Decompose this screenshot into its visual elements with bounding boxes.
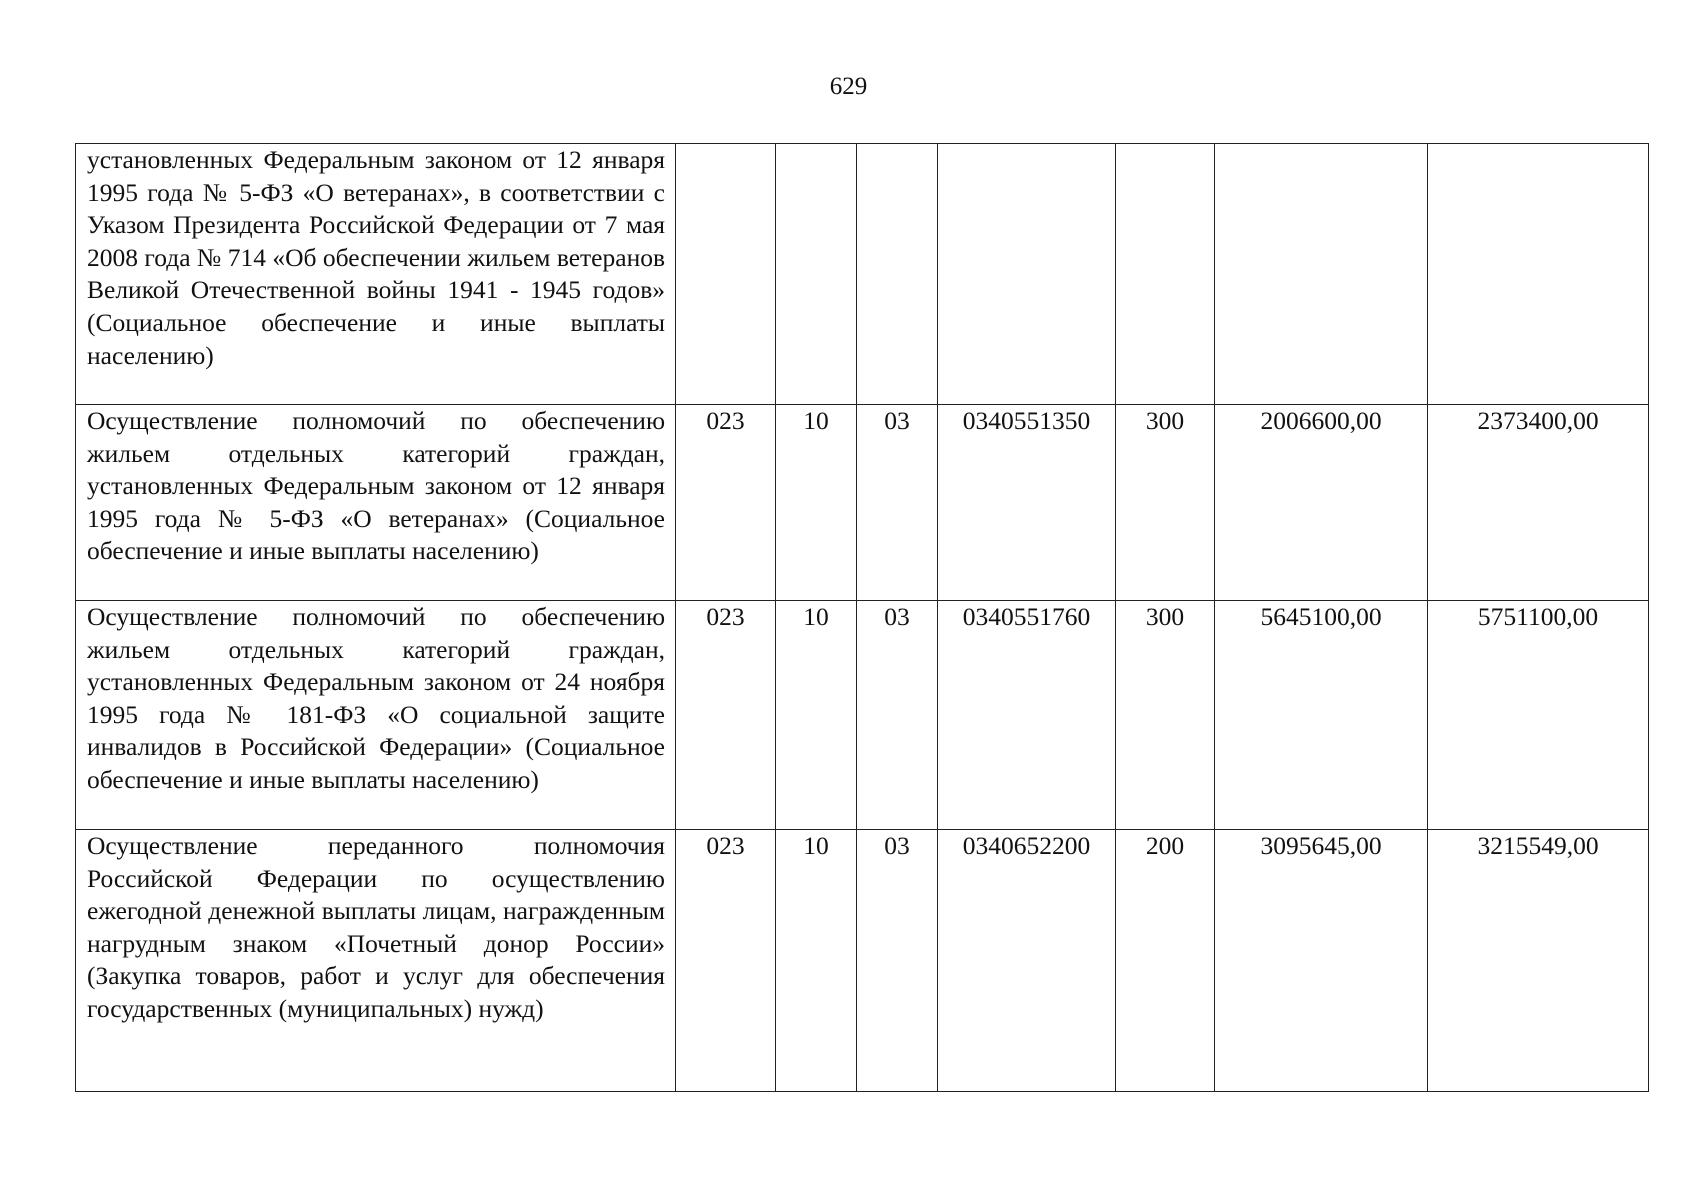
expense-type-code: 300 <box>1116 601 1215 830</box>
row-description: установленных Федеральным законом от 12 января 1995 года № 5-ФЗ «О ветеранах», в соответствии с Указом Президента Российской Федерации от 7 мая 2008 года № 714 «Об обеспечении жильем ветеранов Великой Отечественной войны 1941 - 1945 годов» (Социальное обеспечение и иные выплаты населению) <box>76 144 676 405</box>
section-code: 10 <box>776 830 857 1092</box>
table-row <box>76 144 1649 405</box>
target-article-code: 0340551760 <box>938 601 1116 830</box>
budget-table <box>75 143 1649 1092</box>
amount-first-year: 5645100,00 <box>1215 601 1428 830</box>
expense-type-code <box>1116 144 1215 405</box>
subsection-code: 03 <box>857 830 938 1092</box>
page-number: 629 <box>829 73 868 100</box>
amount-second-year: 5751100,00 <box>1428 601 1649 830</box>
row-description: Осуществление переданного полномочия Российской Федерации по осуществлению ежегодной денежной выплаты лицам, награжденным нагрудным знаком «Почетный донор России» (Закупка товаров, работ и услуг для обеспечения государственных (муниципальных) нужд) <box>76 830 676 1092</box>
subsection-code: 03 <box>857 601 938 830</box>
table-row <box>76 601 1649 830</box>
amount-second-year: 3215549,00 <box>1428 830 1649 1092</box>
amount-second-year <box>1428 144 1649 405</box>
expense-type-code: 300 <box>1116 405 1215 601</box>
amount-first-year: 3095645,00 <box>1215 830 1428 1092</box>
row-description: Осуществление полномочий по обеспечению жильем отдельных категорий граждан, установленных Федеральным законом от 24 ноября 1995 года № 181-ФЗ «О социальной защите инвалидов в Российской Федерации» (Социальное обеспечение и иные выплаты населению) <box>76 601 676 830</box>
ministry-code: 023 <box>676 405 776 601</box>
ministry-code <box>676 144 776 405</box>
row-description: Осуществление полномочий по обеспечению жильем отдельных категорий граждан, установленных Федеральным законом от 12 января 1995 года № 5-ФЗ «О ветеранах» (Социальное обеспечение и иные выплаты населению) <box>76 405 676 601</box>
amount-second-year: 2373400,00 <box>1428 405 1649 601</box>
expense-type-code: 200 <box>1116 830 1215 1092</box>
section-code: 10 <box>776 405 857 601</box>
ministry-code: 023 <box>676 830 776 1092</box>
table-row <box>76 405 1649 601</box>
amount-first-year: 2006600,00 <box>1215 405 1428 601</box>
target-article-code: 0340551350 <box>938 405 1116 601</box>
table-row <box>76 830 1649 1092</box>
section-code: 10 <box>776 601 857 830</box>
section-code <box>776 144 857 405</box>
target-article-code <box>938 144 1116 405</box>
subsection-code <box>857 144 938 405</box>
ministry-code: 023 <box>676 601 776 830</box>
target-article-code: 0340652200 <box>938 830 1116 1092</box>
subsection-code: 03 <box>857 405 938 601</box>
amount-first-year <box>1215 144 1428 405</box>
